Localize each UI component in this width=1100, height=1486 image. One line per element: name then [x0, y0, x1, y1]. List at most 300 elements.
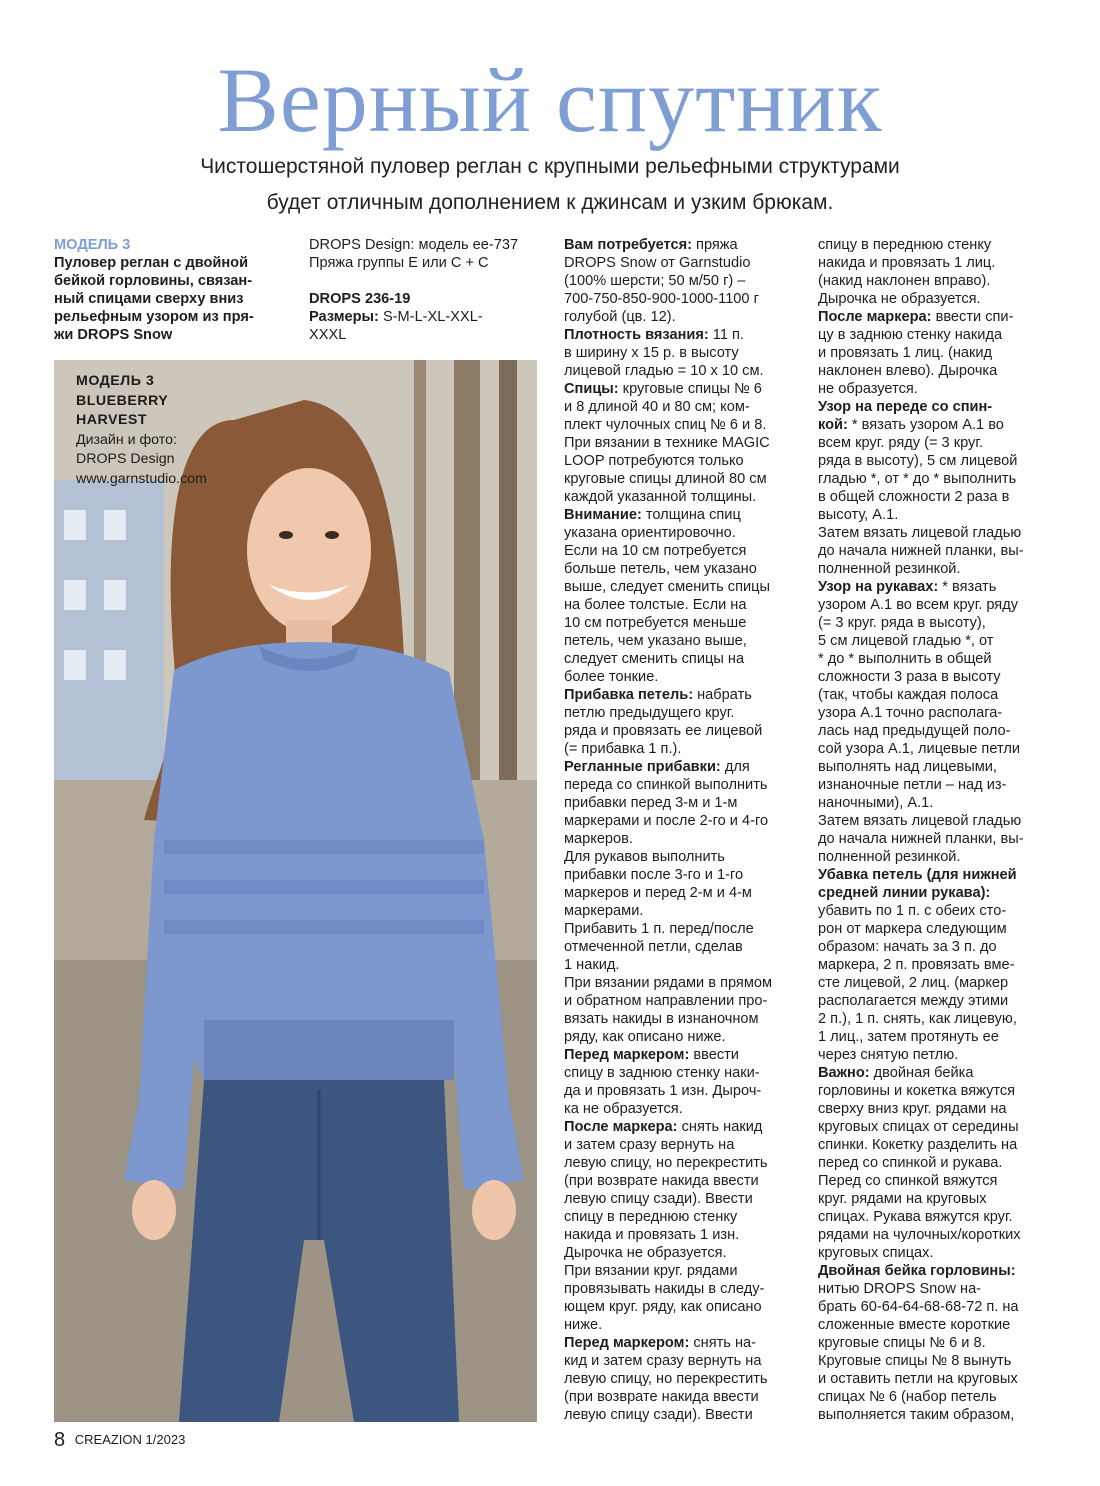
instruction-text: круговых спицах.: [818, 1245, 934, 1261]
instruction-line: [818, 1208, 1054, 1226]
instruction-text: брать 60-64-64-68-68-72 п. на: [818, 1299, 1019, 1315]
instruction-line: [818, 902, 1054, 920]
instruction-heading: После маркера:: [818, 309, 932, 325]
instruction-line: [818, 488, 1054, 506]
photo-caption: [76, 372, 276, 489]
instruction-line: [818, 362, 1054, 380]
instruction-line: [564, 1028, 800, 1046]
instruction-heading: Спицы:: [564, 381, 619, 397]
instruction-line: [564, 1208, 800, 1226]
instruction-line: [564, 992, 800, 1010]
caption-credit: DROPS Design: [76, 451, 175, 467]
instruction-text: левую спицу, но перекрестить: [564, 1371, 768, 1387]
instruction-line: [818, 1064, 1054, 1082]
instruction-text: спицу в заднюю стенку наки-: [564, 1065, 760, 1081]
instruction-line: [818, 632, 1054, 650]
instruction-text: левую спицу, но перекрестить: [564, 1155, 768, 1171]
instruction-text: (= 3 круг. ряда в высоту),: [818, 615, 986, 631]
instruction-text: больше петель, чем указано: [564, 561, 757, 577]
instruction-text: ка не образуется.: [564, 1101, 683, 1117]
instruction-heading: Регланные прибавки:: [564, 759, 721, 775]
instruction-text: двойная бейка: [869, 1065, 974, 1081]
instruction-line: [818, 308, 1054, 326]
page-footer: [54, 1431, 185, 1449]
instruction-text: сложности 3 раза в высоту: [818, 669, 1001, 685]
instruction-line: [818, 812, 1054, 830]
instruction-line: [818, 848, 1054, 866]
instruction-heading: Двойная бейка горловины:: [818, 1263, 1016, 1279]
instruction-text: прибавки после 3-го и 1-го: [564, 867, 744, 883]
instruction-line: [564, 506, 800, 524]
instruction-text: круг. рядами на круговых: [818, 1191, 987, 1207]
instruction-line: [818, 758, 1054, 776]
instruction-line: [818, 1136, 1054, 1154]
instruction-heading: После маркера:: [564, 1119, 678, 1135]
instruction-text: круговые спицы № 6 и 8.: [818, 1335, 986, 1351]
sizes-label: Размеры:: [309, 309, 379, 325]
instruction-text: до начала нижней планки, вы-: [818, 831, 1024, 847]
instruction-line: [818, 866, 1054, 884]
caption-website: www.garnstudio.com: [76, 470, 207, 487]
instruction-text: голубой (цв. 12).: [564, 309, 676, 325]
yarn-group-line: Пряжа группы E или C + C: [309, 255, 489, 271]
instruction-line: [564, 1406, 800, 1424]
instruction-text: 5 см лицевой гладью *, от: [818, 633, 994, 649]
instruction-text: до начала нижней планки, вы-: [818, 543, 1024, 559]
instruction-line: [564, 1298, 800, 1316]
instruction-text: спицу в переднюю стенку: [818, 237, 992, 253]
instruction-line: [818, 1352, 1054, 1370]
caption-name-1: BLUEBERRY: [76, 392, 169, 409]
instruction-heading: Внимание:: [564, 507, 642, 523]
instruction-text: маркеров и перед 2-м и 4-м: [564, 885, 752, 901]
instruction-line: [818, 1226, 1054, 1244]
instruction-text: (= прибавка 1 п.).: [564, 741, 682, 757]
instruction-text: Если на 10 см потребуется: [564, 543, 747, 559]
instruction-line: [564, 380, 800, 398]
instruction-text: (при возврате накида ввести: [564, 1389, 759, 1405]
instruction-text: высоту, A.1.: [818, 507, 899, 523]
instruction-line: [564, 1100, 800, 1118]
instruction-line: [818, 290, 1054, 308]
caption-credit-label: Дизайн и фото:: [76, 431, 177, 448]
instruction-text: и провязать 1 лиц. (накид: [818, 345, 993, 361]
instruction-line: [564, 632, 800, 650]
model-label: МОДЕЛЬ 3: [54, 237, 131, 253]
instruction-line: [564, 920, 800, 938]
instruction-text: (100% шерсти; 50 м/50 г) –: [564, 273, 746, 289]
instruction-line: [818, 1316, 1054, 1334]
instruction-text: ряду, как описано ниже.: [564, 1029, 726, 1045]
instruction-text: левую спицу сзади). Ввести: [564, 1407, 753, 1423]
instruction-line: [564, 1082, 800, 1100]
instruction-text: LOOP потребуются только: [564, 453, 744, 469]
instruction-text: полненной резинкой.: [818, 561, 961, 577]
instruction-line: [564, 722, 800, 740]
instruction-text: DROPS Snow от Garnstudio: [564, 255, 751, 271]
instruction-line: [564, 1226, 800, 1244]
model-description-line: рельефным узором из пря-: [54, 309, 254, 325]
instruction-text: 1 накид.: [564, 957, 620, 973]
instruction-line: [564, 812, 800, 830]
instruction-line: [564, 398, 800, 416]
instruction-line: [818, 650, 1054, 668]
instruction-text: рон от маркера следующим: [818, 921, 1007, 937]
model-description-line: ный спицами сверху вниз: [54, 291, 244, 307]
instruction-text: маркеров.: [564, 831, 633, 847]
instruction-line: [564, 614, 800, 632]
instruction-text: 11 п.: [708, 327, 744, 343]
instruction-line: [564, 1244, 800, 1262]
instruction-line: [818, 506, 1054, 524]
caption-model: МОДЕЛЬ 3: [76, 373, 155, 389]
instruction-text: 2 п.), 1 п. снять, как лицевую,: [818, 1011, 1017, 1027]
instruction-text: При вязании рядами в прямом: [564, 975, 773, 991]
page-number: 8: [54, 1429, 66, 1451]
instruction-line: [564, 254, 800, 272]
instruction-text: не образуется.: [818, 381, 918, 397]
sizes-line-2: XXXL: [309, 327, 347, 343]
instruction-text: 10 см потребуется меньше: [564, 615, 747, 631]
instruction-line: [564, 560, 800, 578]
instruction-line: [564, 344, 800, 362]
instruction-line: [564, 434, 800, 452]
instruction-line: [818, 722, 1054, 740]
instruction-line: [818, 1100, 1054, 1118]
instruction-line: [564, 1154, 800, 1172]
instruction-text: снять накид: [677, 1119, 763, 1135]
instruction-line: [564, 794, 800, 812]
instruction-text: и затем сразу вернуть на: [564, 1137, 735, 1153]
instruction-line: [564, 686, 800, 704]
instruction-line: [818, 776, 1054, 794]
instruction-heading: Вам потребуется:: [564, 237, 692, 253]
instruction-line: [818, 434, 1054, 452]
instruction-text: пряжа: [691, 237, 738, 253]
instruction-line: [818, 884, 1054, 902]
instruction-line: [564, 974, 800, 992]
instruction-text: набрать: [693, 687, 752, 703]
instructions-column-2: [818, 236, 1054, 1424]
instruction-heading: Узор на переде со спин-: [818, 399, 993, 415]
instruction-text: маркера, 2 п. провязать вме-: [818, 957, 1015, 973]
subtitle-line-2: будет отличным дополнением к джинсам и узким брюкам.: [266, 191, 834, 214]
instruction-line: [564, 362, 800, 380]
pattern-code: DROPS 236-19: [309, 291, 411, 307]
instruction-line: [818, 578, 1054, 596]
instruction-line: [564, 416, 800, 434]
instruction-line: [818, 1154, 1054, 1172]
instruction-line: [564, 272, 800, 290]
instruction-line: [564, 326, 800, 344]
instruction-line: [818, 794, 1054, 812]
instruction-text: горловины и кокетка вяжутся: [818, 1083, 1016, 1099]
page-title: Верный спутник: [217, 49, 883, 151]
instruction-line: [818, 1010, 1054, 1028]
instruction-text: Затем вязать лицевой гладью: [818, 813, 1022, 829]
instruction-line: [818, 344, 1054, 362]
instruction-line: [818, 668, 1054, 686]
instruction-line: [818, 1190, 1054, 1208]
instruction-line: [818, 1172, 1054, 1190]
instruction-text: ниже.: [564, 1317, 603, 1333]
instruction-heading: средней линии рукава):: [818, 885, 991, 901]
instruction-text: накида и провязать 1 лиц.: [818, 255, 996, 271]
instruction-text: Круговые спицы № 8 вынуть: [818, 1353, 1012, 1369]
instruction-text: При вязании в технике MAGIC: [564, 435, 770, 451]
instruction-line: [818, 1262, 1054, 1280]
instruction-text: накида и провязать 1 изн.: [564, 1227, 740, 1243]
instruction-line: [818, 1244, 1054, 1262]
instruction-line: [564, 704, 800, 722]
instruction-text: перед со спинкой и рукава.: [818, 1155, 1003, 1171]
instruction-text: круговых спицах от середины: [818, 1119, 1019, 1135]
instruction-text: и обратном направлении про-: [564, 993, 768, 1009]
instruction-text: круговые спицы длиной 80 см: [564, 471, 767, 487]
instruction-text: в общей сложности 2 раза в: [818, 489, 1010, 505]
instruction-text: плект чулочных спиц № 6 и 8.: [564, 417, 767, 433]
instruction-line: [564, 1064, 800, 1082]
instruction-text: петель, чем указано выше,: [564, 633, 747, 649]
instruction-text: убавить по 1 п. с обеих сто-: [818, 903, 1007, 919]
issue-label: CREAZION 1/2023: [74, 1432, 186, 1447]
instruction-line: [564, 1352, 800, 1370]
sizes-line: [309, 308, 549, 326]
instruction-text: (при возврате накида ввести: [564, 1173, 759, 1189]
instruction-text: маркерами.: [564, 903, 644, 919]
instruction-text: в ширину х 15 р. в высоту: [564, 345, 739, 361]
design-info-column: [309, 236, 549, 344]
instruction-line: [564, 1136, 800, 1154]
instruction-line: [818, 686, 1054, 704]
instruction-line: [564, 1280, 800, 1298]
subtitle-line-1: Чистошерстяной пуловер реглан с крупными рельефными структурами: [200, 155, 900, 178]
instruction-text: * вязать узором A.1 во: [847, 417, 1004, 433]
instruction-text: толщина спиц: [641, 507, 741, 523]
instruction-text: ряда в высоту), 5 см лицевой: [818, 453, 1018, 469]
instruction-text: вязать накиды в изнаночном: [564, 1011, 759, 1027]
instruction-line: [564, 236, 800, 254]
instruction-line: [564, 938, 800, 956]
instructions-column-1: [564, 236, 800, 1424]
instruction-line: [564, 668, 800, 686]
instruction-text: и оставить петли на круговых: [818, 1371, 1018, 1387]
instruction-line: [818, 974, 1054, 992]
instruction-text: Дырочка не образуется.: [818, 291, 981, 307]
instruction-line: [818, 1334, 1054, 1352]
instruction-text: располагается между этими: [818, 993, 1009, 1009]
instruction-text: изнаночные петли – над из-: [818, 777, 1007, 793]
instruction-line: [818, 272, 1054, 290]
instruction-text: рядами на чулочных/коротких: [818, 1227, 1021, 1243]
instruction-line: [564, 1190, 800, 1208]
design-line: DROPS Design: модель ee-737: [309, 237, 519, 253]
instruction-line: [818, 452, 1054, 470]
instruction-text: (накид наклонен вправо).: [818, 273, 991, 289]
instruction-text: Прибавить 1 п. перед/после: [564, 921, 754, 937]
instruction-text: и 8 длиной 40 и 80 см; ком-: [564, 399, 750, 415]
instruction-line: [818, 1028, 1054, 1046]
instruction-text: ввести: [689, 1047, 739, 1063]
instruction-text: ряда и провязать ее лицевой: [564, 723, 763, 739]
instruction-line: [564, 866, 800, 884]
instruction-line: [564, 1388, 800, 1406]
model-photo: [54, 360, 537, 1422]
instruction-text: * до * выполнить в общей: [818, 651, 992, 667]
instruction-text: через снятую петлю.: [818, 1047, 959, 1063]
instruction-line: [818, 560, 1054, 578]
instruction-line: [564, 1046, 800, 1064]
instruction-line: [564, 1172, 800, 1190]
instruction-line: [564, 848, 800, 866]
instruction-text: переда со спинкой выполнить: [564, 777, 768, 793]
instruction-line: [818, 1370, 1054, 1388]
caption-name-2: HARVEST: [76, 412, 148, 428]
instruction-text: узора A.1 точно располага-: [818, 705, 1003, 721]
instruction-line: [818, 992, 1054, 1010]
instruction-line: [564, 1334, 800, 1352]
instruction-line: [564, 902, 800, 920]
instruction-text: гладью *, от * до * выполнить: [818, 471, 1017, 487]
instruction-text: цу в заднюю стенку накида: [818, 327, 1003, 343]
instruction-line: [564, 524, 800, 542]
instruction-line: [564, 1118, 800, 1136]
instruction-text: спицах. Рукава вяжутся круг.: [818, 1209, 1013, 1225]
instruction-line: [818, 416, 1054, 434]
instruction-text: прибавки перед 3-м и 1-м: [564, 795, 738, 811]
instruction-line: [564, 308, 800, 326]
photo-illustration: [54, 360, 537, 1422]
instruction-line: [564, 596, 800, 614]
instruction-text: маркерами и после 2-го и 4-го: [564, 813, 769, 829]
instruction-line: [564, 884, 800, 902]
instruction-text: следует сменить спицы на: [564, 651, 745, 667]
instruction-text: да и провязать 1 изн. Дыроч-: [564, 1083, 762, 1099]
instruction-line: [564, 542, 800, 560]
instruction-line: [818, 1406, 1054, 1424]
instruction-text: (так, чтобы каждая полоса: [818, 687, 999, 703]
instruction-text: Перед со спинкой вяжутся: [818, 1173, 998, 1189]
instruction-text: лицевой гладью = 10 х 10 см.: [564, 363, 764, 379]
instruction-heading: Важно:: [818, 1065, 870, 1081]
instruction-text: отмеченной петли, сделав: [564, 939, 743, 955]
instruction-text: выполняется таким образом,: [818, 1407, 1015, 1423]
instruction-text: Для рукавов выполнить: [564, 849, 725, 865]
instruction-heading: Плотность вязания:: [564, 327, 709, 343]
instruction-text: наклонен влево). Дырочка: [818, 363, 998, 379]
instruction-text: кид и затем сразу вернуть на: [564, 1353, 762, 1369]
instruction-text: левую спицу сзади). Ввести: [564, 1191, 753, 1207]
instruction-text: петлю предыдущего круг.: [564, 705, 735, 721]
sizes-value: S-M-L-XL-XXL-: [382, 309, 483, 325]
instruction-text: снять на-: [689, 1335, 757, 1351]
instruction-heading: Узор на рукавах:: [818, 579, 939, 595]
instruction-text: 1 лиц., затем протянуть ее: [818, 1029, 999, 1045]
instruction-line: [818, 920, 1054, 938]
instruction-line: [818, 1082, 1054, 1100]
instruction-line: [818, 830, 1054, 848]
instruction-line: [818, 470, 1054, 488]
instruction-heading: кой:: [818, 417, 848, 433]
instruction-line: [564, 1370, 800, 1388]
instruction-text: При вязании круг. рядами: [564, 1263, 738, 1279]
instruction-line: [564, 740, 800, 758]
instruction-text: всем круг. ряду (= 3 круг.: [818, 435, 983, 451]
instruction-line: [818, 1388, 1054, 1406]
model-description-line: Пуловер реглан с двойной: [54, 255, 249, 271]
instruction-text: * вязать: [938, 579, 997, 595]
instruction-line: [564, 452, 800, 470]
instruction-text: спинки. Кокетку разделить на: [818, 1137, 1018, 1153]
instruction-text: Дырочка не образуется.: [564, 1245, 727, 1261]
instruction-text: круговые спицы № 6: [618, 381, 762, 397]
instruction-line: [818, 1118, 1054, 1136]
instruction-text: каждой указанной толщины.: [564, 489, 757, 505]
instruction-line: [564, 488, 800, 506]
instruction-text: спицах № 6 (набор петель: [818, 1389, 997, 1405]
instruction-line: [818, 254, 1054, 272]
instruction-line: [818, 938, 1054, 956]
instruction-text: полненной резинкой.: [818, 849, 961, 865]
instruction-text: спицу в переднюю стенку: [564, 1209, 738, 1225]
instruction-text: более тонкие.: [564, 669, 659, 685]
instruction-text: для: [720, 759, 750, 775]
model-description-line: бейкой горловины, связан-: [54, 273, 253, 289]
model-description-line: жи DROPS Snow: [54, 327, 173, 343]
instruction-line: [818, 524, 1054, 542]
instruction-line: [564, 578, 800, 596]
intro-column: [54, 236, 294, 344]
instruction-text: наночными), A.1.: [818, 795, 934, 811]
instruction-text: образом: начать за 3 п. до: [818, 939, 997, 955]
instruction-line: [818, 614, 1054, 632]
instruction-text: сте лицевой, 2 лиц. (маркер: [818, 975, 1009, 991]
instruction-line: [818, 740, 1054, 758]
instruction-line: [818, 596, 1054, 614]
instruction-text: сложенные вместе короткие: [818, 1317, 1011, 1333]
instruction-text: лась над предыдущей поло-: [818, 723, 1011, 739]
instruction-heading: Перед маркером:: [564, 1335, 690, 1351]
instruction-text: нитью DROPS Snow на-: [818, 1281, 982, 1297]
instruction-text: выполнять над лицевыми,: [818, 759, 997, 775]
instruction-text: ющем круг. ряду, как описано: [564, 1299, 762, 1315]
instruction-heading: Прибавка петель:: [564, 687, 694, 703]
instruction-heading: Перед маркером:: [564, 1047, 690, 1063]
instruction-line: [818, 1280, 1054, 1298]
instruction-text: 700-750-850-900-1000-1100 г: [564, 291, 759, 307]
instruction-text: Затем вязать лицевой гладью: [818, 525, 1022, 541]
instruction-line: [564, 758, 800, 776]
instruction-text: сверху вниз круг. рядами на: [818, 1101, 1007, 1117]
instruction-line: [564, 1010, 800, 1028]
instruction-line: [564, 776, 800, 794]
instruction-line: [818, 542, 1054, 560]
instruction-line: [818, 704, 1054, 722]
instruction-text: сой узора A.1, лицевые петли: [818, 741, 1020, 757]
instruction-line: [818, 956, 1054, 974]
instruction-line: [818, 1298, 1054, 1316]
instruction-line: [818, 398, 1054, 416]
instruction-text: выше, следует сменить спицы: [564, 579, 771, 595]
instruction-line: [564, 650, 800, 668]
instruction-line: [564, 830, 800, 848]
instruction-line: [818, 380, 1054, 398]
instruction-line: [564, 1262, 800, 1280]
instruction-line: [818, 236, 1054, 254]
instruction-text: указана ориентировочно.: [564, 525, 736, 541]
instruction-text: на более толстые. Если на: [564, 597, 747, 613]
instruction-line: [818, 326, 1054, 344]
